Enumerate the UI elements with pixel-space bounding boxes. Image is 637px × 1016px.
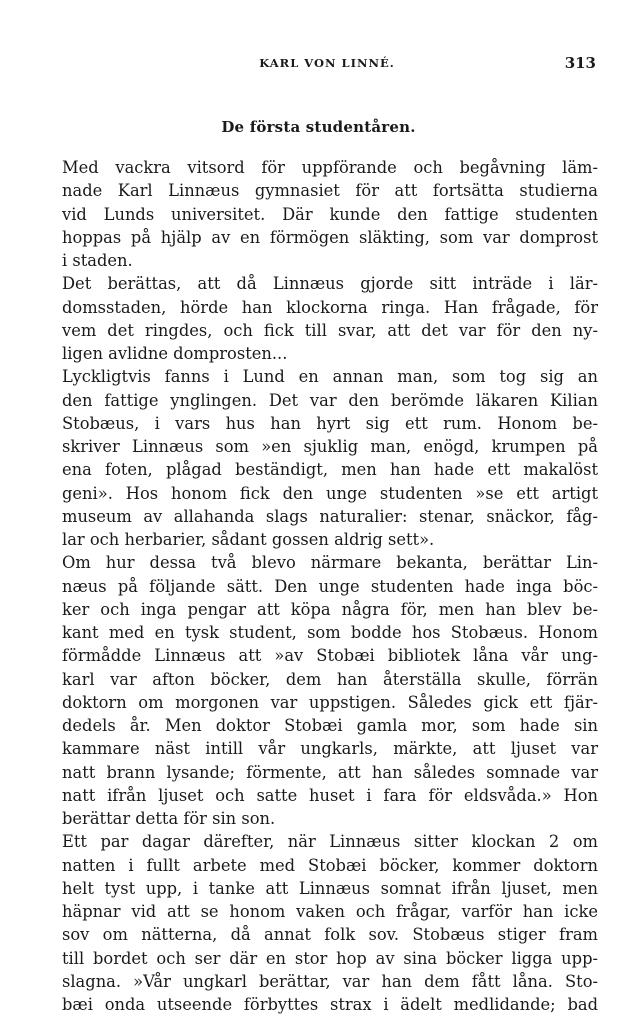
text-line: Det berättas, att då Linnæus gjorde sitt inträde i lär- <box>62 274 598 294</box>
text-line: sov om nätterna, då annat folk sov. Stobæus stiger fram <box>62 925 598 945</box>
text-line: geni». Hos honom fick den unge studenten »se ett artigt <box>62 483 598 503</box>
section-heading: De första studentåren. <box>221 118 416 136</box>
running-head <box>58 56 596 80</box>
text-line: i staden. <box>62 251 133 270</box>
text-line: skriver Linnæus som »en sjuklig man, enögd, krumpen på <box>62 437 598 456</box>
text-line: slagna. »Vår ungkarl berättar, var han dem fått låna. Sto- <box>62 971 598 991</box>
text-line: förmådde Linnæus att »av Stobæi bibliotek låna vår ung- <box>62 646 598 666</box>
text-line: berättar detta för sin son. <box>62 809 276 828</box>
text-line: natt brann lysande; förmente, att han således somnade var <box>62 762 598 782</box>
text-line: kant med en tysk student, som bodde hos Stobæus. Honom <box>62 623 598 642</box>
text-line: helt tyst upp, i tanke att Linnæus somnat ifrån ljuset, men <box>62 878 598 898</box>
text-line: Om hur dessa två blevo närmare bekanta, berättar Lin- <box>62 553 598 573</box>
text-line: hoppas på hjälp av en förmögen släkting, som var domprost <box>62 227 598 247</box>
text-line: nade Karl Linnæus gymnasiet för att fortsätta studierna <box>62 181 598 201</box>
text-line: museum av allahanda slags naturalier: stenar, snäckor, fåg- <box>62 506 598 526</box>
text-line: næus på följande sätt. Den unge studenten hade inga böc- <box>62 576 598 596</box>
text-line: domsstaden, hörde han klockorna ringa. Han frågade, för <box>62 297 598 317</box>
text-line: bæi onda utseende förbyttes strax i ädelt medlidande; bad <box>62 995 598 1014</box>
text-line: Stobæus, i vars hus han hyrt sig ett rum. Honom be- <box>62 413 598 433</box>
text-line: Lyckligtvis fanns i Lund en annan man, som tog sig an <box>62 367 598 387</box>
text-line: doktorn om morgonen var uppstigen. Således gick ett fjär- <box>62 692 598 712</box>
page-number: 313 <box>564 54 596 72</box>
text-line: Med vackra vitsord för uppförande och begåvning läm- <box>62 158 598 177</box>
text-line: lar och herbarier, sådant gossen aldrig sett». <box>62 530 435 549</box>
text-line: Ett par dagar därefter, när Linnæus sitter klockan 2 om <box>62 832 598 852</box>
text-line: natten i fullt arbete med Stobæi böcker, kommer doktorn <box>62 855 598 875</box>
text-line: vid Lunds universitet. Där kunde den fattige studenten <box>62 204 598 224</box>
text-line: dedels år. Men doktor Stobæi gamla mor, som hade sin <box>62 716 598 735</box>
text-line: natt ifrån ljuset och satte huset i fara för eldsvåda.» Hon <box>62 785 598 805</box>
text-line: ligen avlidne domprosten... <box>62 344 288 363</box>
text-line: ena foten, plågad beständigt, men han hade ett makalöst <box>62 460 598 480</box>
text-line: till bordet och ser där en stor hop av sina böcker ligga upp- <box>62 948 598 968</box>
text-line: vem det ringdes, och fick till svar, att det var för den ny- <box>62 320 598 340</box>
text-line: ker och inga pengar att köpa några för, men han blev be- <box>62 599 598 619</box>
text-line: kammare näst intill vår ungkarls, märkte, att ljuset var <box>62 739 598 759</box>
text-line: den fattige ynglingen. Det var den berömde läkaren Kilian <box>62 390 598 410</box>
text-line: karl var afton böcker, dem han återställa skulle, förrän <box>62 669 598 689</box>
text-line: häpnar vid att se honom vaken och frågar, varför han icke <box>62 902 598 921</box>
body-text <box>62 156 598 1016</box>
running-title: KARL VON LINNÉ. <box>259 56 395 70</box>
